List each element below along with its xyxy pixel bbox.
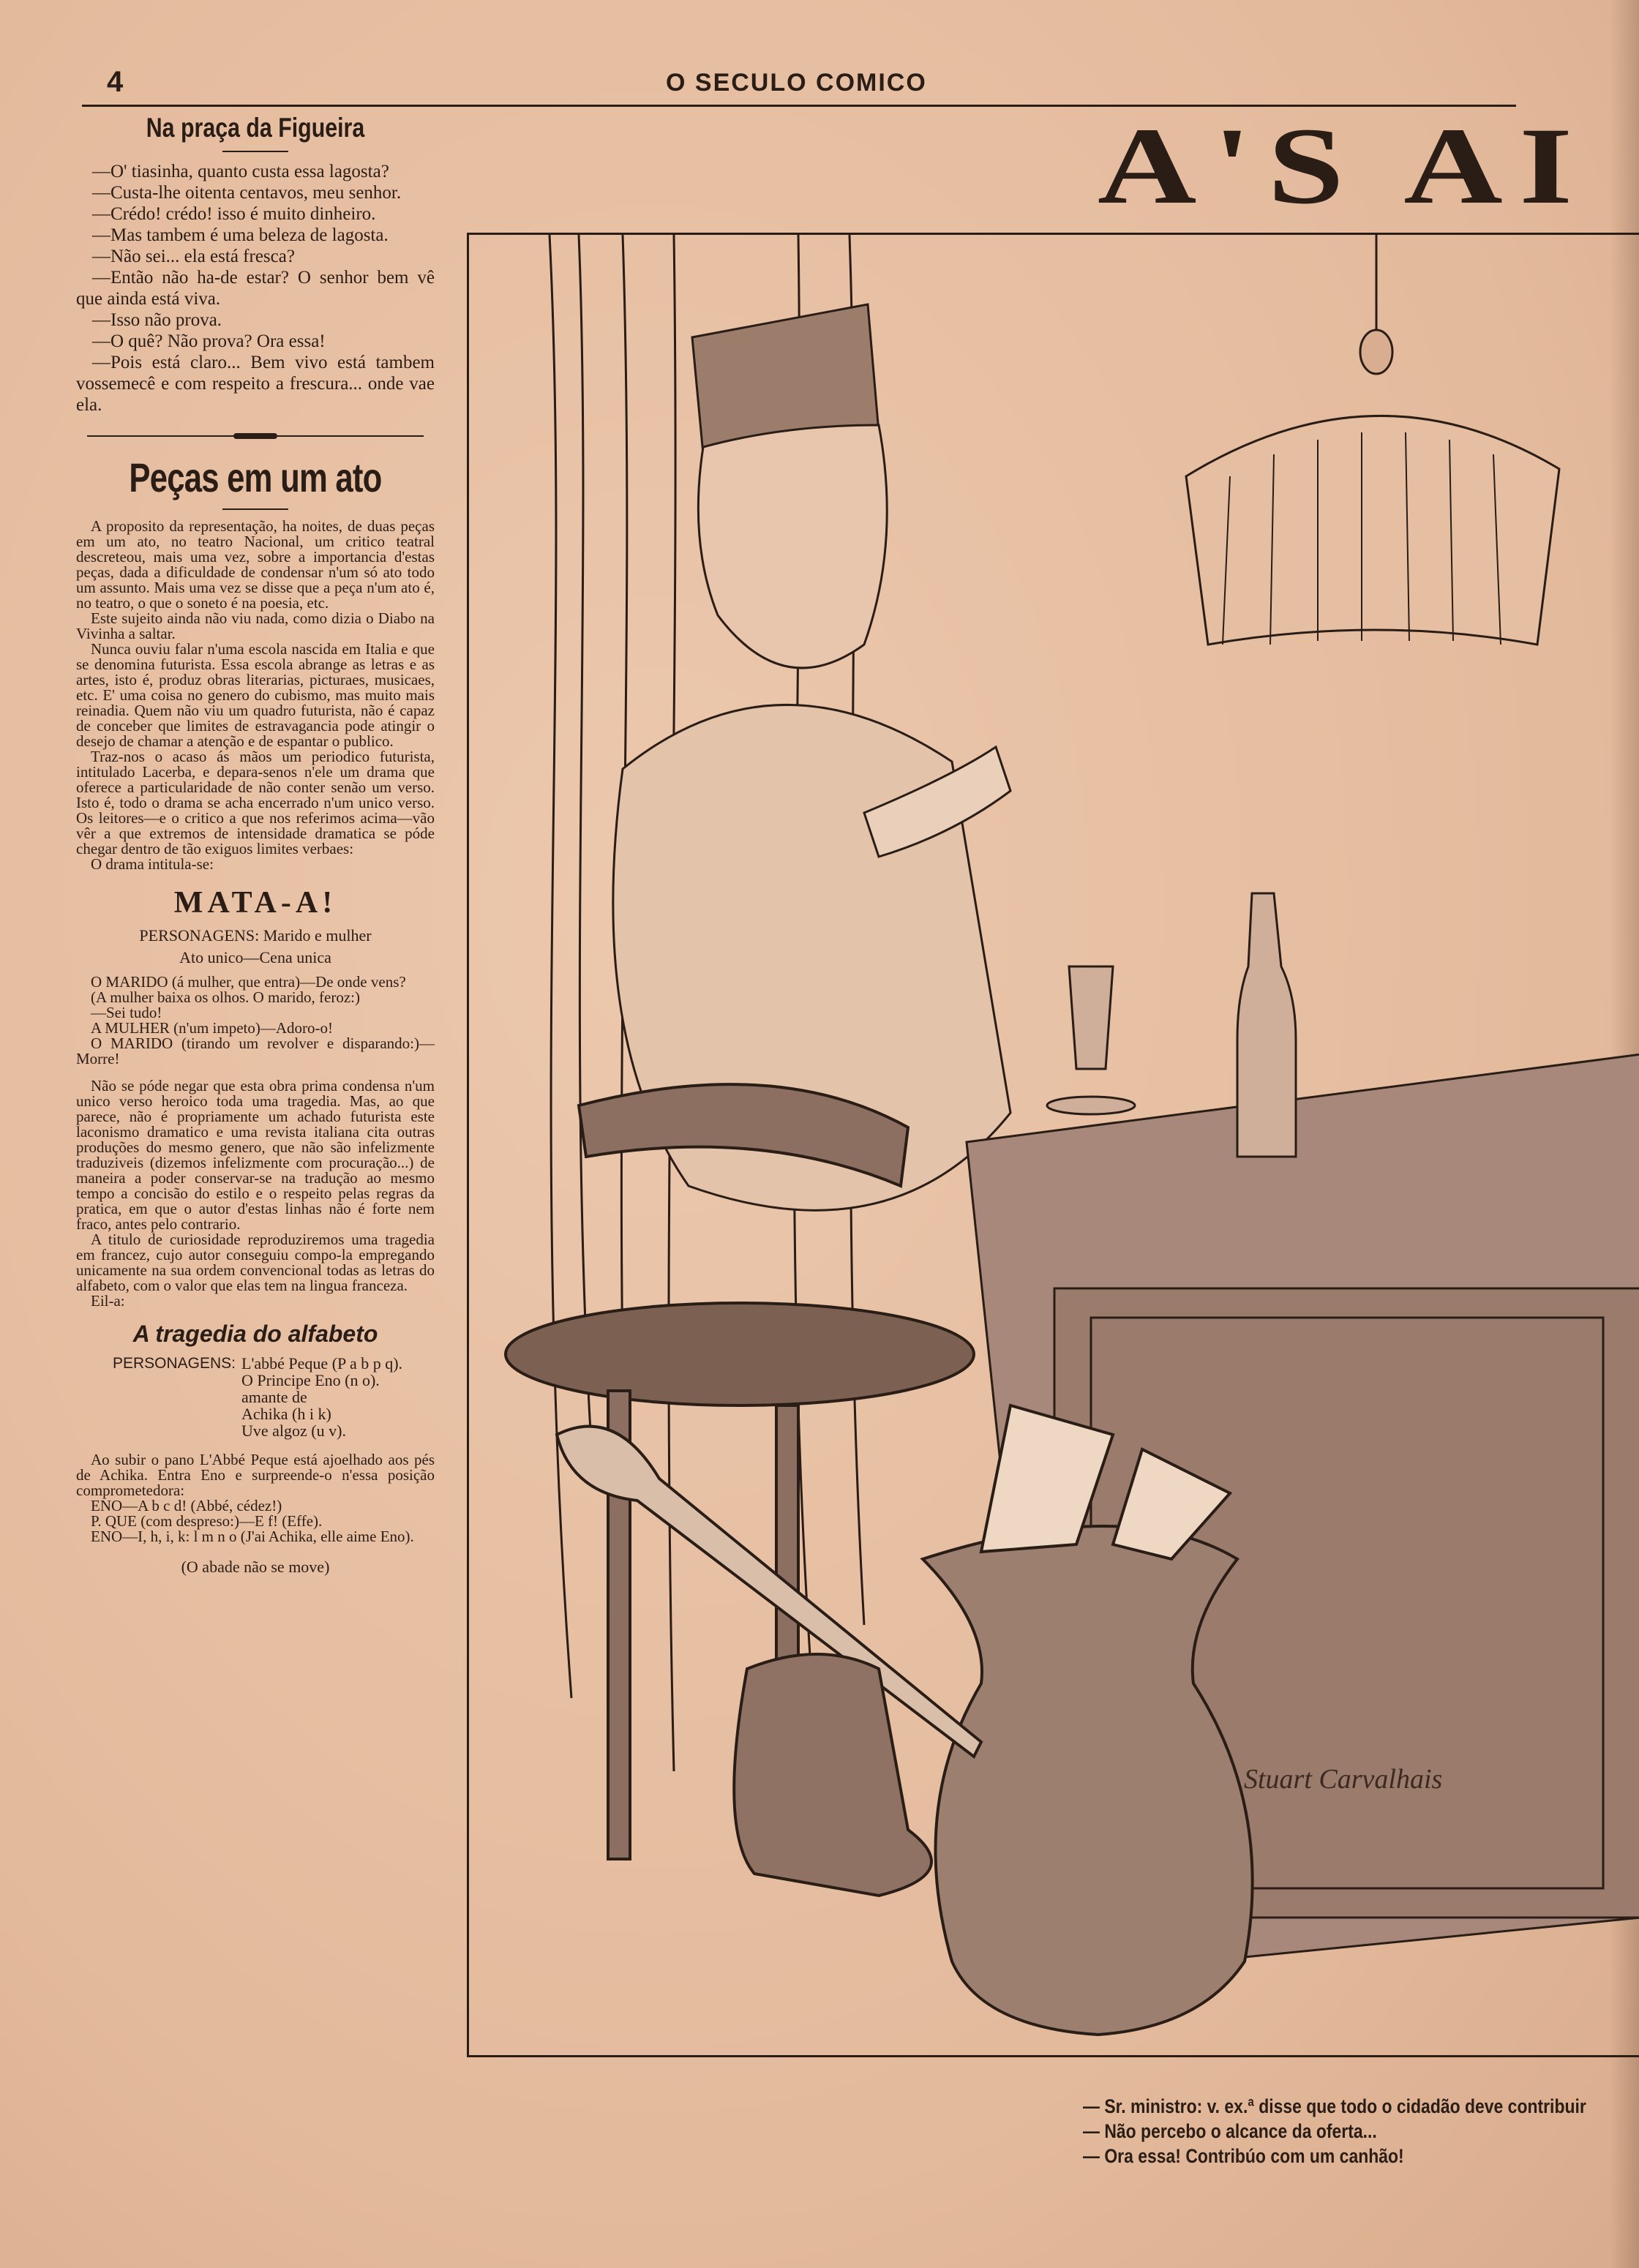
title-underline — [222, 508, 288, 510]
page-number: 4 — [107, 66, 124, 98]
page-header — [0, 66, 1639, 110]
dialogue-line: —Pois está claro... Bem vivo está tambem vossemecê e com respeito a frescura... onde vae ela. — [76, 353, 435, 415]
paragraph: O drama intitula-se: — [91, 855, 214, 873]
officer-figure — [613, 304, 1010, 1210]
cartoon-caption — [1083, 2094, 1639, 2169]
paragraph: Traz-nos o acaso ás mãos um periodico futurista, intitulado Lacerba, e depara-senos n'ele um drama que oferece a particularidade de não conter senão um verso. Isto é, todo o drama se acha encerrado n'um unico verso. Os leitores—e o critico a que nos referimos acima—vão vêr a que extremos de intensidade dramatica se póde chegar dentro de tão exiguos limites verbaes: — [76, 748, 435, 857]
tragedia-cast — [76, 1355, 435, 1439]
paragraph: Não se póde negar que esta obra prima condensa n'um unico verso heroico toda uma tragedia. Mas, ao que parece, não é propriamente um achado futurista este laconismo dramatico e uma revista italiana cita outras produções do mesmo genero, que não são infelizmente traduziveis (dizemos infelizmente com procuração...) de maneira a poder conservar-se na tradução ao mesmo tempo a concisão do estilo e o respeito pelas regras da pratica, em que o autor d'estas linhas não é forte nem fraco, antes pelo contrario. — [76, 1077, 435, 1233]
header-rule — [82, 105, 1516, 107]
cast-member: L'abbé Peque (P a b p q). — [241, 1354, 403, 1373]
hanging-lamp — [1186, 235, 1559, 645]
cartoon-illustration — [467, 233, 1639, 2057]
artist-signature: Stuart Carvalhais — [1244, 1764, 1443, 1795]
caption-line: — Sr. ministro: v. ex.ª disse que todo o cidadão deve contribuir — [1083, 2095, 1586, 2117]
section-title-pecas: Peças em um ato — [129, 454, 382, 500]
tragedia-text — [76, 1452, 435, 1544]
caption-line: — Ora essa! Contribúo com um canhão! — [1083, 2145, 1404, 2167]
title-underline — [222, 151, 288, 152]
drama-line: —Sei tudo! — [91, 1004, 162, 1021]
cartoon-headline: A'S AI — [1098, 111, 1589, 221]
article-pecas-continued — [76, 1078, 435, 1309]
tragedia-closing: (O abade não se move) — [181, 1558, 330, 1576]
drama-text — [76, 975, 435, 1067]
dialogue-line: —Custa-lhe oitenta centavos, meu senhor. — [92, 183, 402, 203]
cartoon-drawing — [469, 235, 1639, 2057]
drama-line: (A mulher baixa os olhos. O marido, feroz:) — [91, 988, 360, 1006]
vase-with-papers — [923, 1405, 1253, 2035]
dialogue-line: —Não sei... ela está fresca? — [92, 247, 295, 266]
drama-title: MATA-A! — [173, 886, 337, 920]
cast-member: O Principe Eno (n o). — [241, 1371, 380, 1389]
drama-line: A MULHER (n'um impeto)—Adoro-o! — [91, 1019, 333, 1037]
section-title-praca: Na praça da Figueira — [146, 113, 365, 143]
paragraph: Eil-a: — [91, 1292, 125, 1310]
paragraph: P. QUE (com despreso:)—E f! (Effe). — [91, 1512, 323, 1530]
paragraph: ENO—A b c d! (Abbé, cédez!) — [91, 1497, 282, 1514]
cast-label: PERSONAGENS: — [112, 1355, 236, 1372]
paragraph: A proposito da representação, ha noites, de duas peças em um ato, no teatro Nacional, um critico teatral descreteou, mais uma vez, sobre a importancia d'estas peças, dada a dificuldade de condensar n'um só ato todo um assunto. Mais uma vez se disse que a peça n'um ato é, no teatro, o que o soneto é na poesia, etc. — [76, 517, 435, 612]
paragraph: Nunca ouviu falar n'uma escola nascida em Italia e que se denomina futurista. Essa escola abrange as letras e as artes, isto é, produz obras literarias, picturaes, musicaes, etc. E' uma coisa no genero do cubismo, mas muito mais reinadia. Quem não viu um quadro futurista, não é capaz de conceber que limites de estravagancia pode atingir o desejo de chamar a atenção e de espantar o publico. — [76, 640, 435, 750]
newspaper-name: O SECULO COMICO — [666, 69, 927, 97]
cast-member: amante de — [241, 1388, 307, 1406]
dialogue-line: —Isso não prova. — [92, 310, 222, 330]
cast-list — [241, 1355, 402, 1439]
paragraph: A titulo de curiosidade reproduziremos uma tragedia em francez, cujo autor conseguiu compo-la empregando unicamente na sua ordem convencional todas as letras do alfabeto, com o valor que elas tem na lingua franceza. — [76, 1231, 435, 1294]
drama-scene: Ato unico—Cena unica — [179, 948, 331, 966]
drama-cast: PERSONAGENS: Marido e mulher — [139, 926, 372, 945]
left-column — [76, 110, 435, 1577]
paragraph: ENO—I, h, i, k: l m n o (J'ai Achika, elle aime Eno). — [91, 1528, 414, 1545]
dialogue-line: —O' tiasinha, quanto custa essa lagosta? — [92, 162, 389, 181]
dialogue-praca — [76, 161, 435, 416]
drama-line: O MARIDO (tirando um revolver e disparando:)—Morre! — [76, 1035, 435, 1067]
paragraph: Este sujeito ainda não viu nada, como dizia o Diabo na Vivinha a saltar. — [76, 609, 435, 642]
cast-member: Uve algoz (u v). — [241, 1422, 346, 1440]
drama-line: O MARIDO (á mulher, que entra)—De onde vens? — [91, 973, 406, 991]
dialogue-line: —O quê? Não prova? Ora essa! — [92, 331, 326, 351]
caption-line: — Não percebo o alcance da oferta... — [1083, 2120, 1377, 2142]
article-pecas — [76, 519, 435, 872]
dialogue-line: —Mas tambem é uma beleza de lagosta. — [92, 225, 389, 245]
dialogue-line: —Então não ha-de estar? O senhor bem vê que ainda está viva. — [76, 268, 435, 309]
dialogue-line: —Crédo! crédo! isso é muito dinheiro. — [92, 204, 376, 224]
section-title-tragedia: A tragedia do alfabeto — [132, 1321, 378, 1347]
cast-member: Achika (h i k) — [241, 1405, 331, 1423]
section-divider-ornament — [87, 433, 424, 439]
paragraph: Ao subir o pano L'Abbé Peque está ajoelhado aos pés de Achika. Entra Eno e surpreende-o n'essa posição comprometedora: — [76, 1451, 435, 1499]
